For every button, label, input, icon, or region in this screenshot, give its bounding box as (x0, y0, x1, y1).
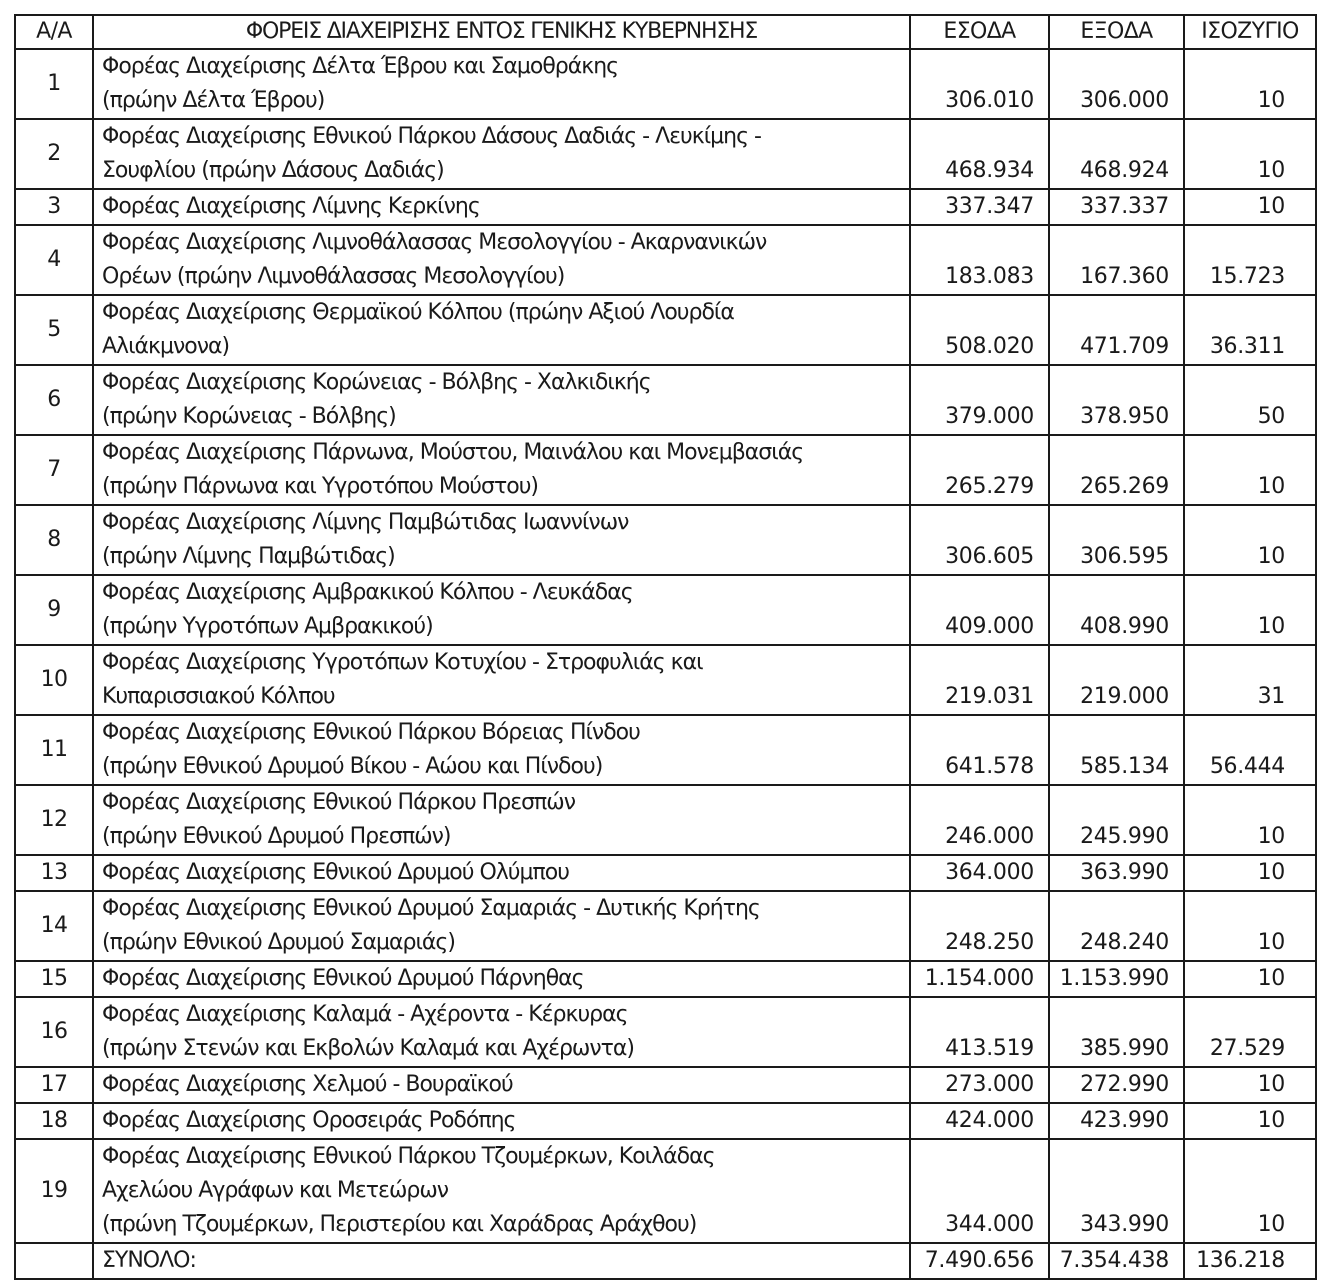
row-management-body-name: Φορέας Διαχείρισης Εθνικού Δρυμού Σαμαριάς - Δυτικής Κρήτης (πρώην Εθνικού Δρυμού Σαμαριάς) (93, 891, 910, 961)
row-serial-number: 3 (15, 189, 93, 225)
row-management-body-name: Φορέας Διαχείρισης Υγροτόπων Κοτυχίου - Στροφυλιάς και Κυπαρισσιακού Κόλπου (93, 645, 910, 715)
row-revenue: 248.250 (910, 891, 1049, 961)
table-row (15, 645, 1316, 715)
row-serial-number: 14 (15, 891, 93, 961)
row-serial-number: 17 (15, 1067, 93, 1103)
row-serial-number: 11 (15, 715, 93, 785)
total-revenue: 7.490.656 (910, 1243, 1049, 1279)
row-balance: 36.311 (1184, 295, 1316, 365)
row-expenses: 219.000 (1049, 645, 1184, 715)
table-row (15, 891, 1316, 961)
row-management-body-name: Φορέας Διαχείρισης Πάρνωνα, Μούστου, Μαινάλου και Μονεμβασιάς (πρώην Πάρνωνα και Υγροτόπου Μούστου) (93, 435, 910, 505)
total-balance: 136.218 (1184, 1243, 1316, 1279)
row-serial-number: 8 (15, 505, 93, 575)
row-expenses: 248.240 (1049, 891, 1184, 961)
header-balance: ΙΣΟΖΥΓΙΟ (1184, 15, 1316, 49)
row-expenses: 408.990 (1049, 575, 1184, 645)
row-management-body-name: Φορέας Διαχείρισης Λίμνης Παμβώτιδας Ιωαννίνων (πρώην Λίμνης Παμβώτιδας) (93, 505, 910, 575)
row-serial-number: 9 (15, 575, 93, 645)
total-expenses: 7.354.438 (1049, 1243, 1184, 1279)
row-serial-number: 1 (15, 49, 93, 119)
total-serial-number (15, 1243, 93, 1279)
row-balance: 10 (1184, 961, 1316, 997)
header-management-body: ΦΟΡΕΙΣ ΔΙΑΧΕΙΡΙΣΗΣ ΕΝΤΟΣ ΓΕΝΙΚΗΣ ΚΥΒΕΡΝΗΣΗΣ (93, 15, 910, 49)
row-balance: 15.723 (1184, 225, 1316, 295)
row-revenue: 379.000 (910, 365, 1049, 435)
row-balance: 10 (1184, 1067, 1316, 1103)
row-revenue: 265.279 (910, 435, 1049, 505)
row-serial-number: 15 (15, 961, 93, 997)
row-balance: 10 (1184, 855, 1316, 891)
table-row (15, 119, 1316, 189)
header-revenue: ΕΣΟΔΑ (910, 15, 1049, 49)
row-revenue: 183.083 (910, 225, 1049, 295)
row-revenue: 306.605 (910, 505, 1049, 575)
row-balance: 27.529 (1184, 997, 1316, 1067)
row-serial-number: 7 (15, 435, 93, 505)
row-balance: 10 (1184, 505, 1316, 575)
table-row (15, 1139, 1316, 1243)
row-serial-number: 16 (15, 997, 93, 1067)
row-revenue: 246.000 (910, 785, 1049, 855)
row-revenue: 219.031 (910, 645, 1049, 715)
row-expenses: 423.990 (1049, 1103, 1184, 1139)
row-revenue: 468.934 (910, 119, 1049, 189)
row-management-body-name: Φορέας Διαχείρισης Θερμαϊκού Κόλπου (πρώην Αξιού Λουρδία Αλιάκμνονα) (93, 295, 910, 365)
management-bodies-budget-table (14, 14, 1317, 1280)
row-expenses: 167.360 (1049, 225, 1184, 295)
row-balance: 10 (1184, 435, 1316, 505)
row-revenue: 1.154.000 (910, 961, 1049, 997)
row-serial-number: 12 (15, 785, 93, 855)
row-balance: 10 (1184, 891, 1316, 961)
row-expenses: 1.153.990 (1049, 961, 1184, 997)
row-expenses: 385.990 (1049, 997, 1184, 1067)
row-revenue: 273.000 (910, 1067, 1049, 1103)
row-serial-number: 13 (15, 855, 93, 891)
row-revenue: 364.000 (910, 855, 1049, 891)
row-management-body-name: Φορέας Διαχείρισης Εθνικού Πάρκου Τζουμέρκων, Κοιλάδας Αχελώου Αγράφων και Μετεώρων (πρώνη Τζουμέρκων, Περιστερίου και Χαράδρας Αράχθου) (93, 1139, 910, 1243)
row-revenue: 424.000 (910, 1103, 1049, 1139)
row-management-body-name: Φορέας Διαχείρισης Λιμνοθάλασσας Μεσολογγίου - Ακαρνανικών Ορέων (πρώην Λιμνοθάλασσας Μεσολογγίου) (93, 225, 910, 295)
row-balance: 56.444 (1184, 715, 1316, 785)
row-balance: 10 (1184, 119, 1316, 189)
row-revenue: 508.020 (910, 295, 1049, 365)
table-row (15, 855, 1316, 891)
table-row (15, 785, 1316, 855)
row-balance: 31 (1184, 645, 1316, 715)
row-management-body-name: Φορέας Διαχείρισης Κορώνειας - Βόλβης - Χαλκιδικής (πρώην Κορώνειας - Βόλβης) (93, 365, 910, 435)
row-serial-number: 5 (15, 295, 93, 365)
table-row (15, 1067, 1316, 1103)
table-row (15, 715, 1316, 785)
row-revenue: 409.000 (910, 575, 1049, 645)
row-revenue: 413.519 (910, 997, 1049, 1067)
row-expenses: 378.950 (1049, 365, 1184, 435)
table-row (15, 189, 1316, 225)
total-label: ΣΥΝΟΛΟ: (93, 1243, 910, 1279)
row-expenses: 272.990 (1049, 1067, 1184, 1103)
table-row (15, 225, 1316, 295)
table-body (15, 49, 1316, 1243)
row-management-body-name: Φορέας Διαχείρισης Καλαμά - Αχέροντα - Κέρκυρας (πρώην Στενών και Εκβολών Καλαμά και Αχέρωντα) (93, 997, 910, 1067)
row-management-body-name: Φορέας Διαχείρισης Εθνικού Δρυμού Ολύμπου (93, 855, 910, 891)
table-row (15, 997, 1316, 1067)
row-expenses: 363.990 (1049, 855, 1184, 891)
row-balance: 10 (1184, 189, 1316, 225)
row-serial-number: 18 (15, 1103, 93, 1139)
row-revenue: 641.578 (910, 715, 1049, 785)
row-serial-number: 10 (15, 645, 93, 715)
row-balance: 10 (1184, 785, 1316, 855)
table-row (15, 1103, 1316, 1139)
row-serial-number: 19 (15, 1139, 93, 1243)
row-management-body-name: Φορέας Διαχείρισης Εθνικού Δρυμού Πάρνηθας (93, 961, 910, 997)
row-management-body-name: Φορέας Διαχείρισης Λίμνης Κερκίνης (93, 189, 910, 225)
row-expenses: 468.924 (1049, 119, 1184, 189)
row-balance: 50 (1184, 365, 1316, 435)
header-serial-number: Α/Α (15, 15, 93, 49)
row-revenue: 344.000 (910, 1139, 1049, 1243)
row-serial-number: 2 (15, 119, 93, 189)
table-header-row (15, 15, 1316, 49)
row-expenses: 471.709 (1049, 295, 1184, 365)
row-management-body-name: Φορέας Διαχείρισης Εθνικού Πάρκου Δάσους Δαδιάς - Λευκίμης - Σουφλίου (πρώην Δάσους Δαδιάς) (93, 119, 910, 189)
row-management-body-name: Φορέας Διαχείρισης Οροσειράς Ροδόπης (93, 1103, 910, 1139)
row-serial-number: 4 (15, 225, 93, 295)
row-balance: 10 (1184, 575, 1316, 645)
row-expenses: 343.990 (1049, 1139, 1184, 1243)
row-management-body-name: Φορέας Διαχείρισης Αμβρακικού Κόλπου - Λευκάδας (πρώην Υγροτόπων Αμβρακικού) (93, 575, 910, 645)
table-row (15, 49, 1316, 119)
row-expenses: 337.337 (1049, 189, 1184, 225)
row-management-body-name: Φορέας Διαχείρισης Χελμού - Βουραϊκού (93, 1067, 910, 1103)
table-row (15, 295, 1316, 365)
header-expenses: ΕΞΟΔΑ (1049, 15, 1184, 49)
row-expenses: 306.000 (1049, 49, 1184, 119)
table-row (15, 435, 1316, 505)
row-management-body-name: Φορέας Διαχείρισης Δέλτα Έβρου και Σαμοθράκης (πρώην Δέλτα Έβρου) (93, 49, 910, 119)
total-row (15, 1243, 1316, 1279)
row-revenue: 337.347 (910, 189, 1049, 225)
table-row (15, 961, 1316, 997)
row-expenses: 245.990 (1049, 785, 1184, 855)
row-revenue: 306.010 (910, 49, 1049, 119)
table-row (15, 575, 1316, 645)
row-balance: 10 (1184, 1103, 1316, 1139)
row-balance: 10 (1184, 1139, 1316, 1243)
row-balance: 10 (1184, 49, 1316, 119)
row-serial-number: 6 (15, 365, 93, 435)
row-expenses: 306.595 (1049, 505, 1184, 575)
row-management-body-name: Φορέας Διαχείρισης Εθνικού Πάρκου Πρεσπών (πρώην Εθνικού Δρυμού Πρεσπών) (93, 785, 910, 855)
row-expenses: 265.269 (1049, 435, 1184, 505)
row-management-body-name: Φορέας Διαχείρισης Εθνικού Πάρκου Βόρειας Πίνδου (πρώην Εθνικού Δρυμού Βίκου - Αώου και Πίνδου) (93, 715, 910, 785)
table-row (15, 505, 1316, 575)
row-expenses: 585.134 (1049, 715, 1184, 785)
table-row (15, 365, 1316, 435)
